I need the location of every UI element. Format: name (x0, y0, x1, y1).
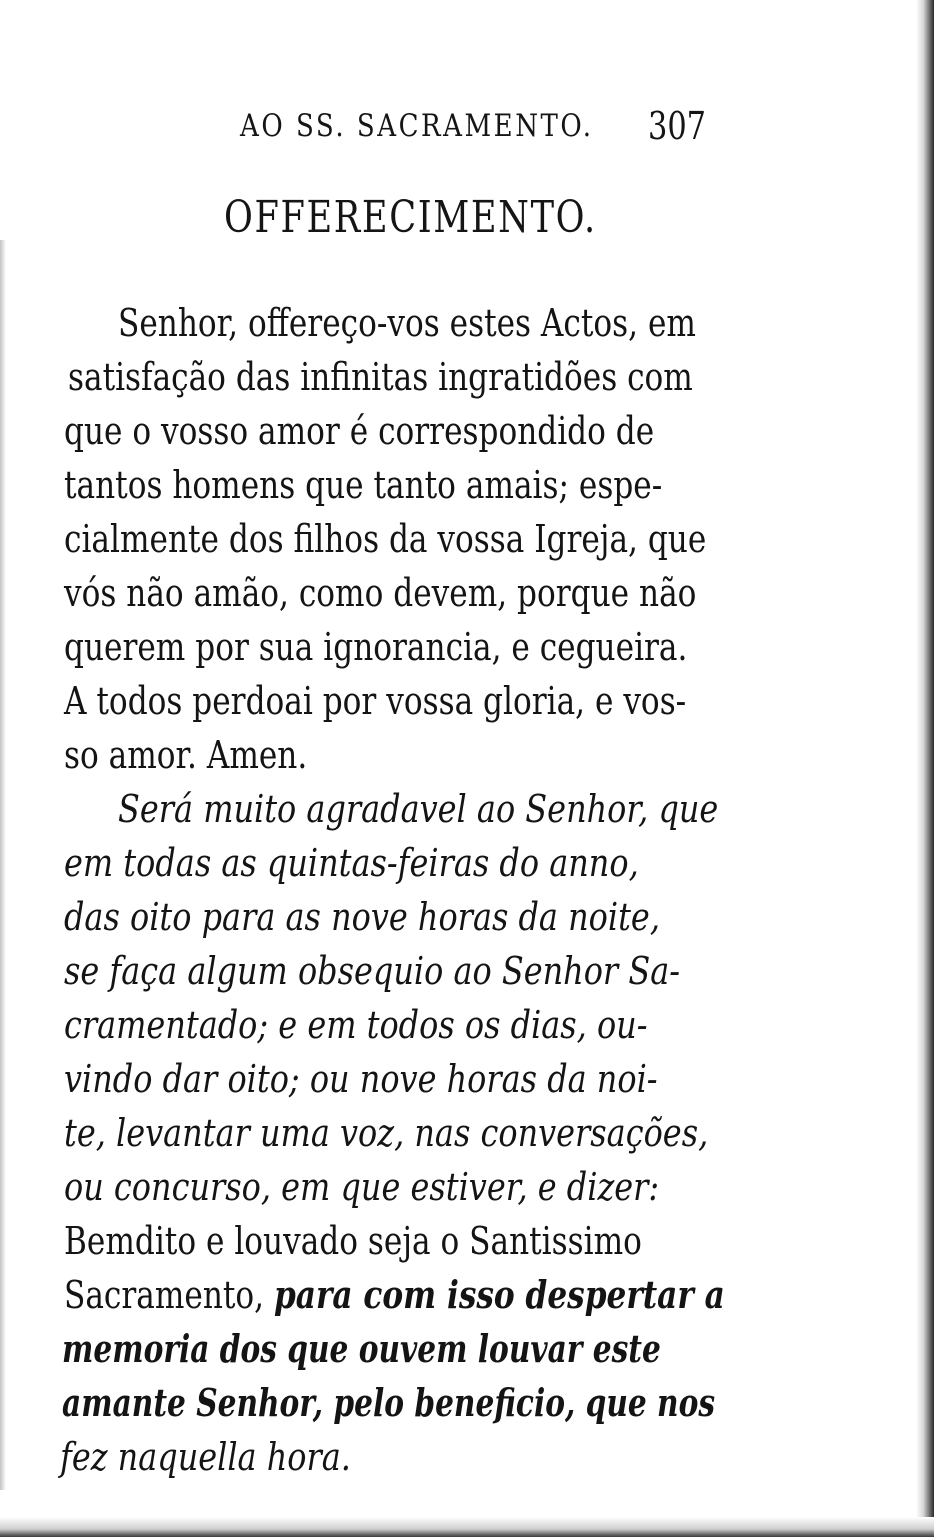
text-line: cialmente dos filhos da vossa Igreja, que (64, 517, 707, 561)
page-bottom-edge (0, 1517, 934, 1537)
text-line: te, levantar uma voz, nas conversações, (64, 1111, 709, 1155)
text-line: vós não amão, como devem, porque não (64, 571, 697, 615)
page-number: 307 (648, 104, 707, 148)
text-line: A todos perdoai por vossa gloria, e vos- (64, 679, 687, 723)
text-segment-roman: Sacramento, (64, 1273, 274, 1317)
text-line: cramentado; e em todos os dias, ou- (64, 1003, 648, 1047)
text-line (64, 1268, 725, 1322)
page-right-edge (916, 0, 934, 1537)
text-line: das oito para as nove horas da noite, (64, 895, 660, 939)
text-line: se faça algum obsequio ao Senhor Sa- (64, 949, 681, 993)
text-line: amante Senhor, pelo beneficio, que nos (62, 1380, 716, 1425)
text-line: Bemdito e louvado seja o Santissimo (64, 1219, 642, 1263)
text-segment-italic: para com isso despertar a (273, 1272, 725, 1317)
running-head: AO SS. SACRAMENTO. (240, 108, 594, 144)
text-line: ou concurso, em que estiver, e dizer: (64, 1165, 660, 1209)
text-line: satisfação das infinitas ingratidões com (68, 355, 693, 399)
text-line: so amor. Amen. (64, 733, 308, 777)
text-line: em todas as quintas-feiras do anno, (64, 841, 639, 885)
text-line: Será muito agradavel ao Senhor, que (118, 787, 719, 831)
text-line: querem por sua ignorancia, e cegueira. (64, 625, 688, 669)
text-line: que o vosso amor é correspondido de (64, 409, 655, 453)
text-line: vindo dar oito; ou nove horas da noi- (64, 1057, 658, 1101)
page-left-shadow (0, 240, 6, 1490)
text-line: memoria dos que ouvem louvar este (62, 1326, 661, 1371)
text-line: tantos homens que tanto amais; espe- (64, 463, 663, 507)
text-line: Senhor, offereço-vos estes Actos, em (118, 301, 696, 345)
text-line: fez naquella hora. (60, 1435, 351, 1479)
section-title: OFFERECIMENTO. (224, 192, 597, 243)
